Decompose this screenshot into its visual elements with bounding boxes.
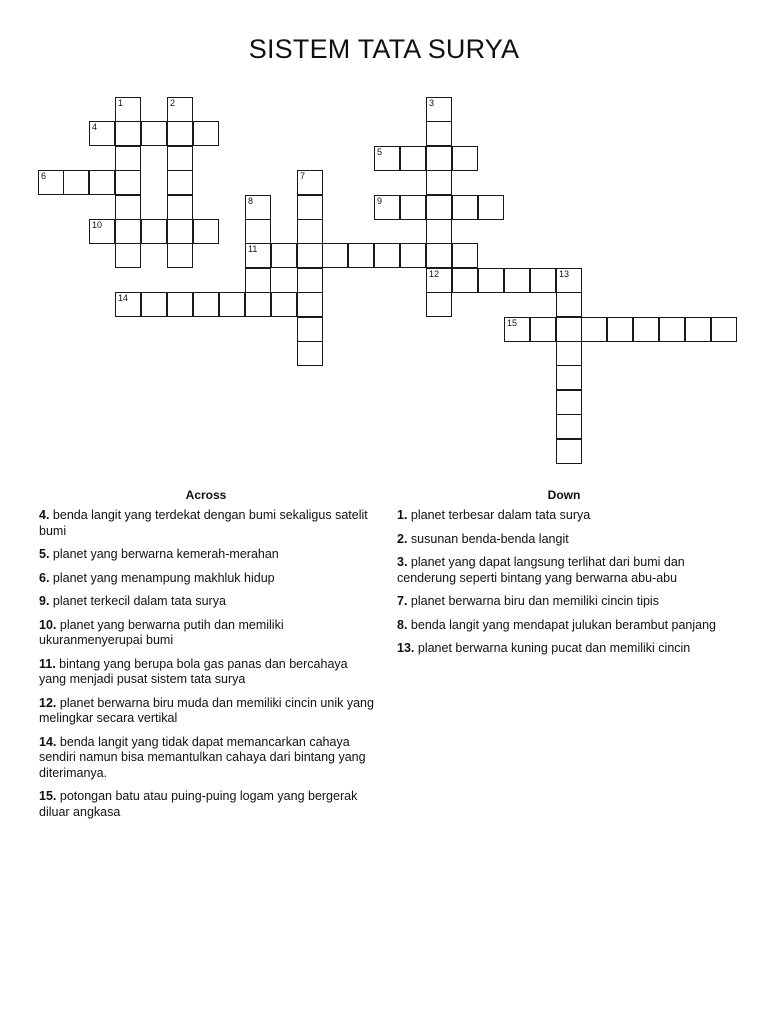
crossword-cell[interactable] <box>685 317 711 342</box>
crossword-cell[interactable] <box>167 146 193 171</box>
crossword-cell[interactable] <box>556 390 582 415</box>
crossword-cell[interactable] <box>89 170 115 195</box>
crossword-cell[interactable] <box>219 292 245 317</box>
clue-number-label: 12. <box>39 695 57 710</box>
down-clue <box>397 618 733 634</box>
crossword-cell[interactable] <box>556 268 582 293</box>
clue-number-label: 7. <box>397 594 408 608</box>
across-clue <box>39 594 375 610</box>
across-clue <box>39 789 375 820</box>
clue-number: 9 <box>377 196 383 206</box>
crossword-cell[interactable] <box>167 219 193 244</box>
crossword-cell[interactable] <box>89 219 115 244</box>
clue-text: planet yang menampung makhluk hidup <box>52 570 275 585</box>
crossword-cell[interactable] <box>530 268 556 293</box>
clue-text: planet yang berwarna putih dan memiliki ukuranmenyerupai bumi <box>39 617 284 647</box>
clue-text: bintang yang berupa bola gas panas dan bercahaya yang menjadi pusat sistem tata surya <box>39 656 348 686</box>
crossword-cell[interactable] <box>115 146 141 171</box>
crossword-cell[interactable] <box>297 341 323 366</box>
crossword-cell[interactable] <box>167 195 193 220</box>
clue-number: 7 <box>300 171 306 181</box>
crossword-cell[interactable] <box>115 195 141 220</box>
down-clue-list <box>397 508 733 665</box>
crossword-cell[interactable] <box>141 292 167 317</box>
crossword-cell[interactable] <box>452 243 478 268</box>
crossword-cell[interactable] <box>245 243 271 268</box>
clue-text: planet terkecil dalam tata surya <box>52 594 226 608</box>
crossword-cell[interactable] <box>115 243 141 268</box>
crossword-grid <box>0 0 768 470</box>
clue-number: 11 <box>248 244 258 254</box>
crossword-cell[interactable] <box>374 243 400 268</box>
crossword-cell[interactable] <box>63 170 89 195</box>
crossword-cell[interactable] <box>478 268 504 293</box>
clue-text: planet berwarna biru dan memiliki cincin tipis <box>410 594 659 608</box>
crossword-cell[interactable] <box>167 121 193 146</box>
crossword-cell[interactable] <box>659 317 685 342</box>
clue-number: 10 <box>92 220 103 230</box>
page-title: SISTEM TATA SURYA <box>248 34 520 64</box>
clue-number: 6 <box>41 171 47 181</box>
clue-number: 15 <box>507 318 518 328</box>
crossword-cell[interactable] <box>426 146 452 171</box>
across-clue <box>39 571 375 587</box>
crossword-cell[interactable] <box>193 121 219 146</box>
clue-number-label: 13. <box>397 641 415 655</box>
clue-text: planet terbesar dalam tata surya <box>410 508 591 522</box>
crossword-cell[interactable] <box>504 268 530 293</box>
across-clue <box>39 657 375 688</box>
crossword-cell[interactable] <box>633 317 659 342</box>
crossword-cell[interactable] <box>297 219 323 244</box>
clue-number-label: 14. <box>39 734 57 749</box>
crossword-cell[interactable] <box>426 170 452 195</box>
crossword-cell[interactable] <box>426 97 452 122</box>
crossword-cell[interactable] <box>89 121 115 146</box>
crossword-cell[interactable] <box>271 243 297 268</box>
clue-text: susunan benda-benda langit <box>410 531 569 546</box>
crossword-cell[interactable] <box>374 146 400 171</box>
crossword-cell[interactable] <box>141 121 167 146</box>
crossword-cell[interactable] <box>452 195 478 220</box>
crossword-cell[interactable] <box>556 292 582 317</box>
crossword-cell[interactable] <box>271 292 297 317</box>
clue-text: planet yang dapat langsung terlihat dari bumi dan cenderung seperti bintang yang berwarna abu-abu <box>397 555 685 585</box>
crossword-cell[interactable] <box>245 219 271 244</box>
clue-number-label: 1. <box>397 508 408 522</box>
clue-number-label: 10. <box>39 617 57 632</box>
down-clue <box>397 532 733 548</box>
crossword-cell[interactable] <box>245 268 271 293</box>
clue-number: 5 <box>377 147 383 157</box>
crossword-cell[interactable] <box>426 195 452 220</box>
crossword-cell[interactable] <box>297 170 323 195</box>
crossword-cell[interactable] <box>38 170 64 195</box>
clue-text: potongan batu atau puing-puing logam yang bergerak diluar angkasa <box>39 789 358 819</box>
crossword-cell[interactable] <box>297 317 323 342</box>
crossword-cell[interactable] <box>167 97 193 122</box>
crossword-cell[interactable] <box>400 195 426 220</box>
clue-number: 3 <box>429 98 435 108</box>
crossword-cell[interactable] <box>297 268 323 293</box>
crossword-cell[interactable] <box>322 243 348 268</box>
down-heading: Down <box>547 488 581 502</box>
crossword-cell[interactable] <box>115 219 141 244</box>
clue-number: 8 <box>248 196 254 206</box>
clue-number-label: 8. <box>397 617 408 632</box>
crossword-cell[interactable] <box>478 195 504 220</box>
clue-text: benda langit yang terdekat dengan bumi sekaligus satelit bumi <box>39 508 368 538</box>
crossword-cell[interactable] <box>426 243 452 268</box>
crossword-cell[interactable] <box>426 219 452 244</box>
across-clue <box>39 508 375 539</box>
crossword-cell[interactable] <box>115 170 141 195</box>
clue-text: planet berwarna kuning pucat dan memiliki cincin <box>417 641 691 655</box>
crossword-cell[interactable] <box>452 268 478 293</box>
across-heading: Across <box>185 488 227 502</box>
clue-number: 1 <box>118 98 124 108</box>
clue-number-label: 5. <box>39 547 50 561</box>
crossword-cell[interactable] <box>141 219 167 244</box>
crossword-cell[interactable] <box>297 292 323 317</box>
across-clue <box>39 547 375 563</box>
clue-number-label: 3. <box>397 555 408 569</box>
crossword-cell[interactable] <box>426 121 452 146</box>
clue-number: 2 <box>170 98 176 108</box>
crossword-cell[interactable] <box>167 170 193 195</box>
crossword-cell[interactable] <box>297 195 323 220</box>
crossword-cell[interactable] <box>115 292 141 317</box>
down-clue <box>397 594 733 610</box>
clue-number-label: 11. <box>39 656 56 671</box>
clue-number: 12 <box>429 269 440 279</box>
crossword-cell[interactable] <box>556 341 582 366</box>
clue-number: 13 <box>559 269 570 279</box>
crossword-cell[interactable] <box>400 243 426 268</box>
crossword-cell[interactable] <box>193 219 219 244</box>
crossword-cell[interactable] <box>245 292 271 317</box>
across-clue <box>39 696 375 727</box>
crossword-cell[interactable] <box>297 243 323 268</box>
crossword-cell[interactable] <box>426 292 452 317</box>
crossword-cell[interactable] <box>426 268 452 293</box>
crossword-cell[interactable] <box>711 317 737 342</box>
crossword-cell[interactable] <box>581 317 607 342</box>
crossword-cell[interactable] <box>245 195 271 220</box>
clue-number: 4 <box>92 122 98 132</box>
down-clue <box>397 508 733 524</box>
clue-number: 14 <box>118 293 129 303</box>
clue-number-label: 4. <box>39 508 50 522</box>
crossword-cell[interactable] <box>607 317 633 342</box>
crossword-cell[interactable] <box>193 292 219 317</box>
clue-number-label: 15. <box>39 789 57 803</box>
crossword-cell[interactable] <box>374 195 400 220</box>
crossword-cell[interactable] <box>400 146 426 171</box>
across-clue <box>39 618 375 649</box>
crossword-cell[interactable] <box>556 317 582 342</box>
crossword-cell[interactable] <box>167 243 193 268</box>
crossword-cell[interactable] <box>167 292 193 317</box>
clue-text: planet berwarna biru muda dan memiliki cincin unik yang melingkar secara vertikal <box>39 695 374 725</box>
clue-number-label: 2. <box>397 531 408 546</box>
crossword-cell[interactable] <box>556 439 582 464</box>
clue-number-label: 6. <box>39 570 50 585</box>
down-clue <box>397 641 733 657</box>
clue-number-label: 9. <box>39 594 50 608</box>
crossword-cell[interactable] <box>504 317 530 342</box>
crossword-cell[interactable] <box>452 146 478 171</box>
crossword-cell[interactable] <box>115 121 141 146</box>
crossword-cell[interactable] <box>530 317 556 342</box>
clue-text: planet yang berwarna kemerah-merahan <box>52 547 279 561</box>
crossword-cell[interactable] <box>348 243 374 268</box>
crossword-cell[interactable] <box>115 97 141 122</box>
crossword-cell[interactable] <box>556 365 582 390</box>
clue-text: benda langit yang mendapat julukan berambut panjang <box>410 617 717 632</box>
crossword-cell[interactable] <box>556 414 582 439</box>
clue-text: benda langit yang tidak dapat memancarkan cahaya sendiri namun bisa memantulkan cahaya dari bintang yang diterimanya. <box>39 734 366 780</box>
across-clue-list <box>39 508 375 828</box>
across-clue <box>39 735 375 782</box>
down-clue <box>397 555 733 586</box>
